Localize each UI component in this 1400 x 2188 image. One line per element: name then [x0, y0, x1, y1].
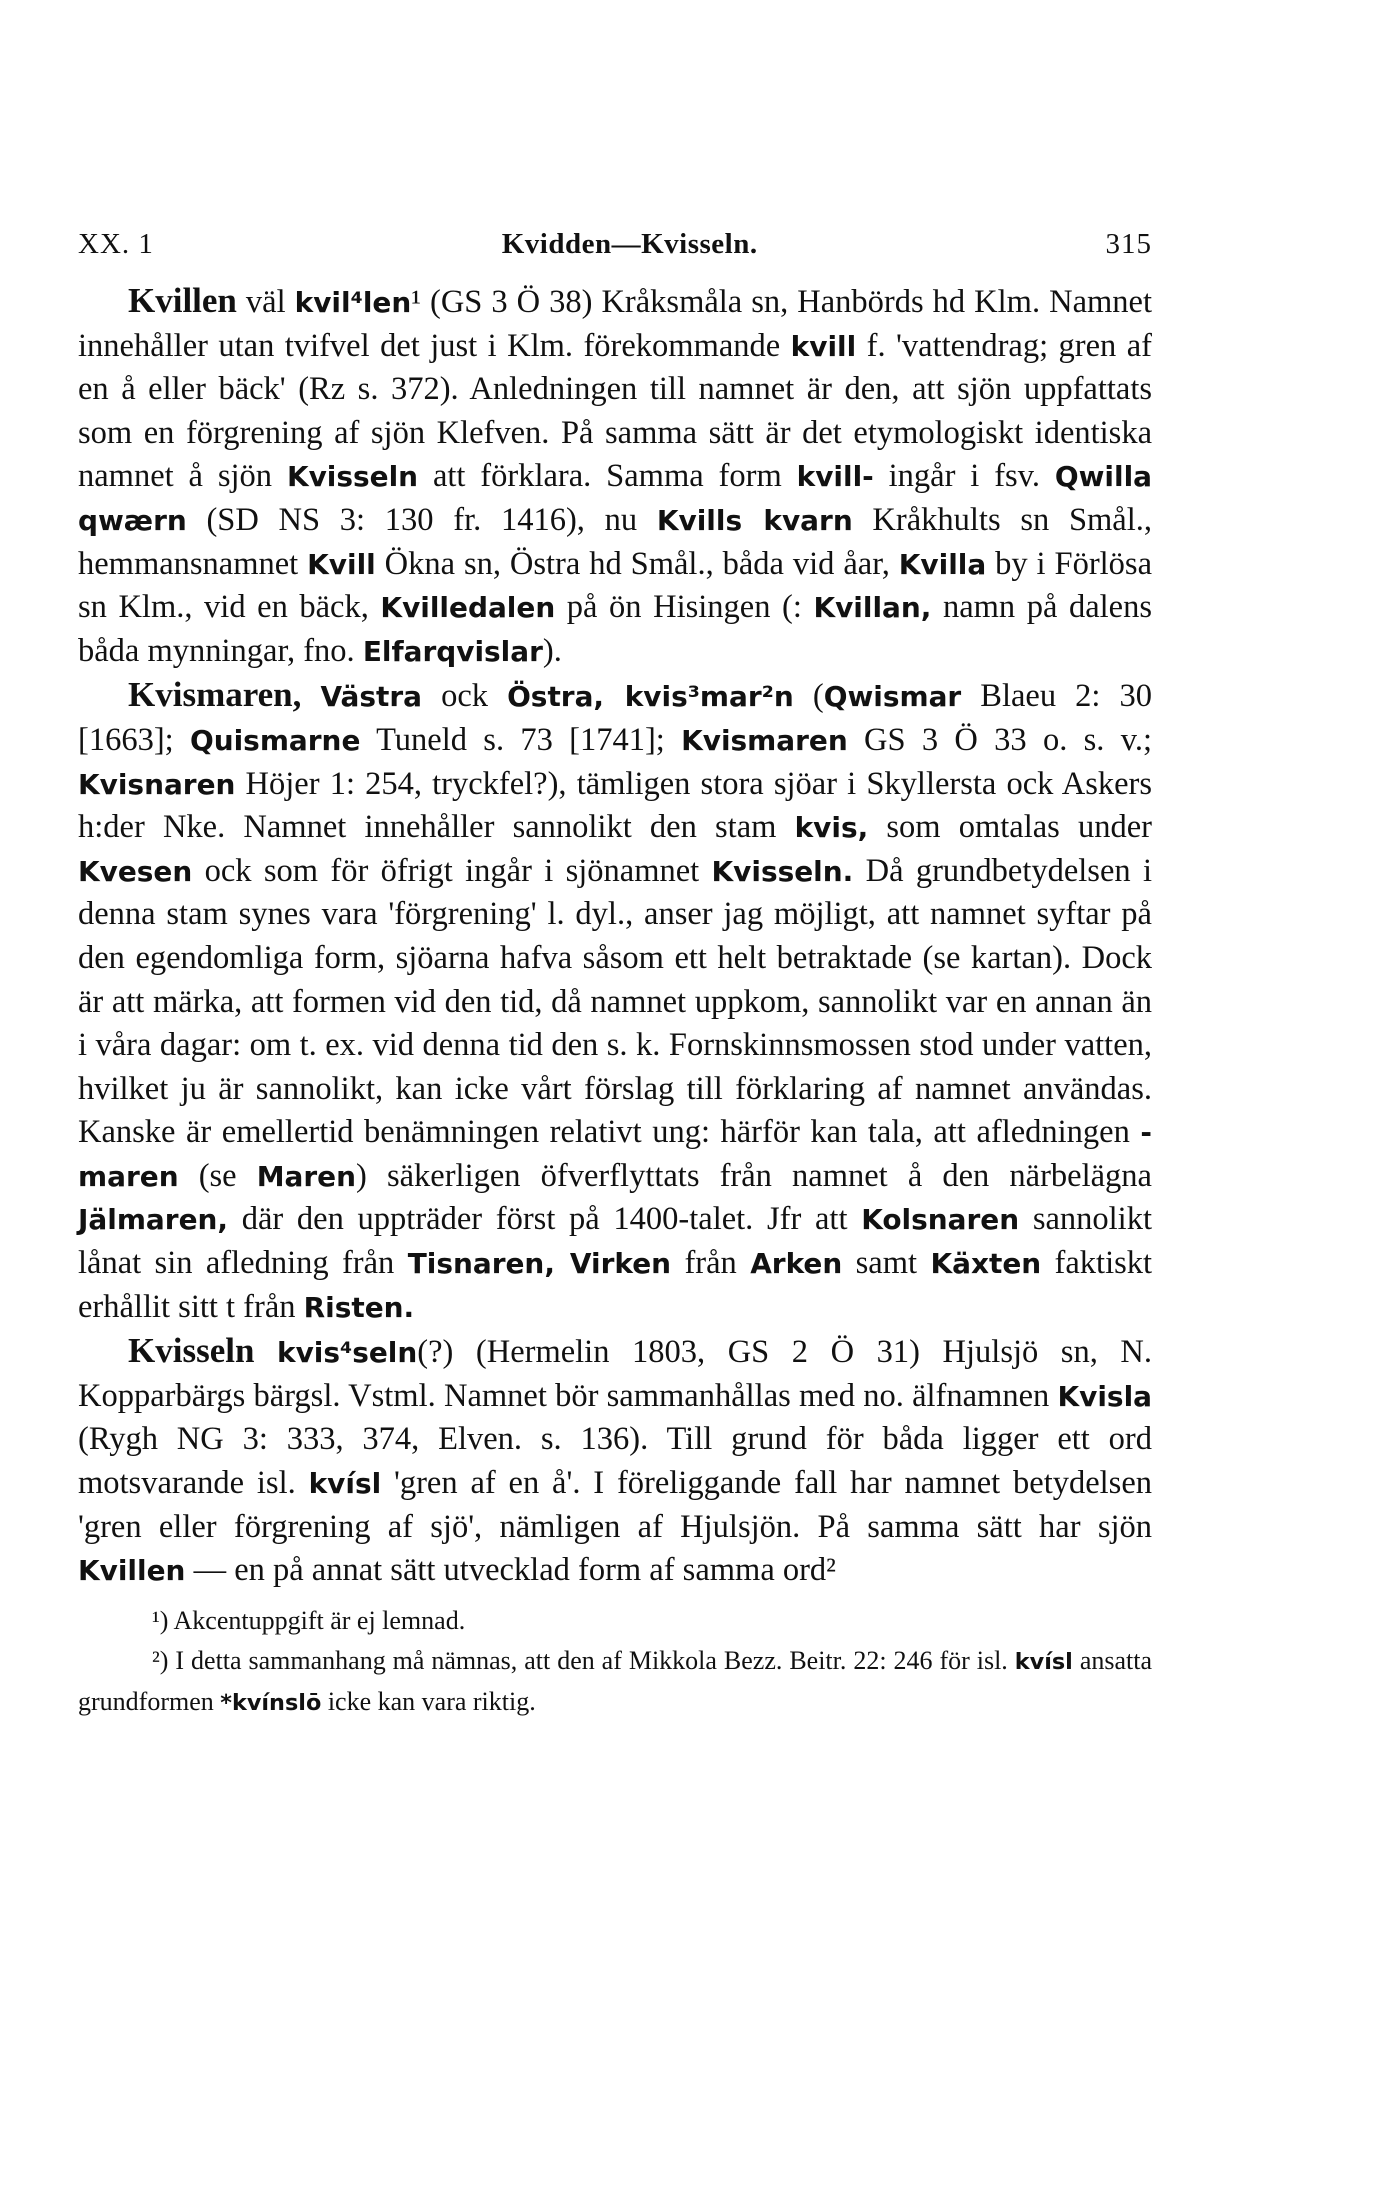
bold-term: Kvismaren — [681, 723, 848, 757]
entry-text: GS 3 Ö 33 o. s. v.; — [847, 721, 1152, 758]
entry-text: (?) (Hermelin 1803, GS 2 Ö 31) Hjulsjö sn, N. Kopparbärgs bärgsl. Vstml. Namnet bör sammanhållas med no. älfnamnen — [78, 1334, 1152, 1414]
bold-term: kvill- — [796, 460, 874, 494]
entry-text: — en på annat sätt utvecklad form af samma ord² — [185, 1552, 836, 1589]
bold-term: Östra, kvis³mar²n — [507, 680, 794, 714]
footnote-1 — [78, 1601, 1152, 1641]
entry-text: Kråkhults sn Smål., hemmansnamnet — [78, 501, 1152, 582]
bold-term: Kvisseln. — [711, 854, 854, 888]
entry-text: där den uppträder först på 1400-talet. Jfr att — [228, 1201, 862, 1238]
bold-term: Qwilla qwærn — [78, 460, 1152, 537]
bold-term: kvísl — [1014, 1648, 1073, 1675]
section-number: XX. 1 — [78, 228, 154, 260]
bold-term: Kvills kvarn — [656, 503, 853, 537]
entry-text: Ökna sn, Östra hd Smål., båda vid åar, — [375, 545, 899, 582]
entry-text: ) säkerligen öfverflyttats från namnet å den närbelägna — [356, 1157, 1152, 1194]
bold-term: kvill — [790, 329, 857, 363]
footnote-text: Akcentuppgift är ej lemnad. — [168, 1605, 466, 1635]
entry-text: (se — [178, 1157, 257, 1194]
bold-term: Kvisnaren — [78, 767, 236, 801]
footnote-text: ansatta grundformen — [78, 1645, 1153, 1716]
entry-text: ock — [422, 678, 508, 715]
bold-term: Jälmaren, — [78, 1203, 229, 1237]
entry-text: faktiskt erhållit sitt t från — [78, 1245, 1153, 1325]
entry-text: Tuneld s. 73 [1741]; — [360, 721, 682, 758]
footnote-text: I detta sammanhang må nämnas, att den af Mikkola Bezz. Beitr. 22: 246 för isl. — [168, 1645, 1015, 1675]
footnote-text: icke kan vara riktig. — [321, 1686, 536, 1716]
bold-term: Tisnaren, Virken — [407, 1247, 672, 1281]
entry-text: (Rygh NG 3: 333, 374, Elven. s. 136). Till grund för båda ligger ett ord motsvarande isl. — [78, 1421, 1152, 1502]
entry-text: väl — [236, 284, 295, 320]
bold-term: Käxten — [930, 1247, 1042, 1281]
entry-kvisseln — [78, 1329, 1152, 1593]
bold-term: Kvilla — [898, 547, 987, 581]
bold-term: -maren — [78, 1116, 1152, 1193]
headword: Kvisseln — [128, 1331, 255, 1371]
footnotes — [78, 1601, 1152, 1723]
bold-term: kvil⁴len — [294, 286, 412, 319]
entry-text: f. 'vattendrag; gren af en å eller bäck' (Rz s. 372). Anledningen till namnet är den, att sjön uppfattats som en förgrening af sjön Klefven. På samma sätt är det etymologiskt identiska namnet å sjön — [78, 327, 1152, 495]
entry-text: ¹ (GS 3 Ö 38) Kråksmåla sn, Hanbörds hd Klm. Namnet innehåller utan tvifvel det just i Klm. förekommande — [78, 284, 1152, 364]
bold-term: Kvesen — [78, 854, 193, 888]
bold-term: Elfarqvislar — [362, 634, 543, 668]
entry-text: på ön Hisingen (: — [555, 589, 814, 626]
entry-text: från — [671, 1245, 751, 1282]
entry-text: ock som för öfrigt ingår i sjönamnet — [192, 852, 712, 889]
entry-text: Då grundbetydelsen i denna stam synes vara 'förgrening' l. dyl., anser jag möjligt, att namnet syftar på den egendomliga form, sjöarna hafva såsom ett helt betraktade (se kartan). Dock är att märka, att formen vid den tid, då namnet uppkom, sannolikt var en annan än i våra dagar: om t. ex. vid denna tid den s. k. Fornskinnsmossen stod under vatten, hvilket ju är sannolikt, kan icke vårt förslag till förklaring af namnet användas. Kanske är emellertid benämningen relativt ung: härför kan tala, att afledningen — [78, 852, 1152, 1151]
footnote-marker: ²) — [152, 1645, 169, 1675]
headword: Kvismaren, — [128, 675, 302, 715]
body-text — [78, 279, 1152, 1593]
entry-text: ingår i fsv. — [873, 458, 1055, 495]
bold-term: *kvínslō — [220, 1689, 322, 1716]
bold-term: Kvillen — [78, 1554, 186, 1588]
bold-term: Kvisla — [1057, 1379, 1152, 1413]
entry-text: att förklara. Samma form — [418, 458, 797, 495]
bold-term: Kvisseln — [286, 460, 419, 494]
running-head — [78, 228, 1152, 261]
bold-term: Maren — [256, 1159, 357, 1193]
running-title: Kvidden—Kvisseln. — [501, 228, 758, 260]
bold-term: kvísl — [308, 1467, 382, 1501]
bold-term: kvis, — [794, 811, 869, 845]
page-number: 315 — [1105, 228, 1152, 260]
entry-text: (SD NS 3: 130 fr. 1416), nu — [186, 501, 657, 538]
entry-text: 'gren af en å'. I föreliggande fall har namnet betydelsen 'gren eller förgrening af sjö', nämligen af Hjulsjön. På samma sätt har sjön — [78, 1465, 1152, 1545]
entry-text — [254, 1334, 277, 1370]
entry-text: ( — [793, 678, 824, 715]
headword: Kvillen — [128, 281, 237, 320]
bold-term: Arken — [750, 1247, 843, 1281]
entry-text: Höjer 1: 254, tryckfel?), tämligen stora sjöar i Skyllersta ock Askers h:der Nke. Namnet innehåller sannolikt den stam — [78, 765, 1152, 846]
bold-term: Risten. — [303, 1290, 415, 1324]
entry-text: by i Förlösa sn Klm., vid en bäck, — [78, 545, 1153, 626]
bold-term: Kolsnaren — [861, 1203, 1020, 1237]
footnote-2 — [78, 1641, 1152, 1723]
footnote-marker: ¹) — [152, 1605, 169, 1635]
bold-term: Kvill — [307, 547, 376, 581]
bold-term: Västra — [320, 680, 423, 714]
bold-term: Kvilledalen — [380, 591, 556, 625]
entry-text: som omtalas under — [868, 809, 1152, 846]
entry-text: Blaeu 2: 30 [1663]; — [78, 678, 1152, 758]
bold-term: kvis⁴seln — [276, 1336, 418, 1370]
entry-text: sannolikt lånat sin afledning från — [78, 1201, 1152, 1282]
bold-term: Kvillan, — [813, 591, 932, 625]
entry-kvillen — [78, 279, 1152, 673]
entry-text — [301, 678, 320, 714]
bold-term: Quismarne — [189, 723, 361, 757]
entry-text: samt — [842, 1245, 931, 1282]
page — [78, 228, 1152, 1723]
entry-text: namn på dalens båda mynningar, fno. — [78, 589, 1152, 669]
bold-term: Qwismar — [823, 680, 962, 714]
entry-text: ). — [542, 632, 562, 669]
entry-kvismaren — [78, 673, 1152, 1329]
